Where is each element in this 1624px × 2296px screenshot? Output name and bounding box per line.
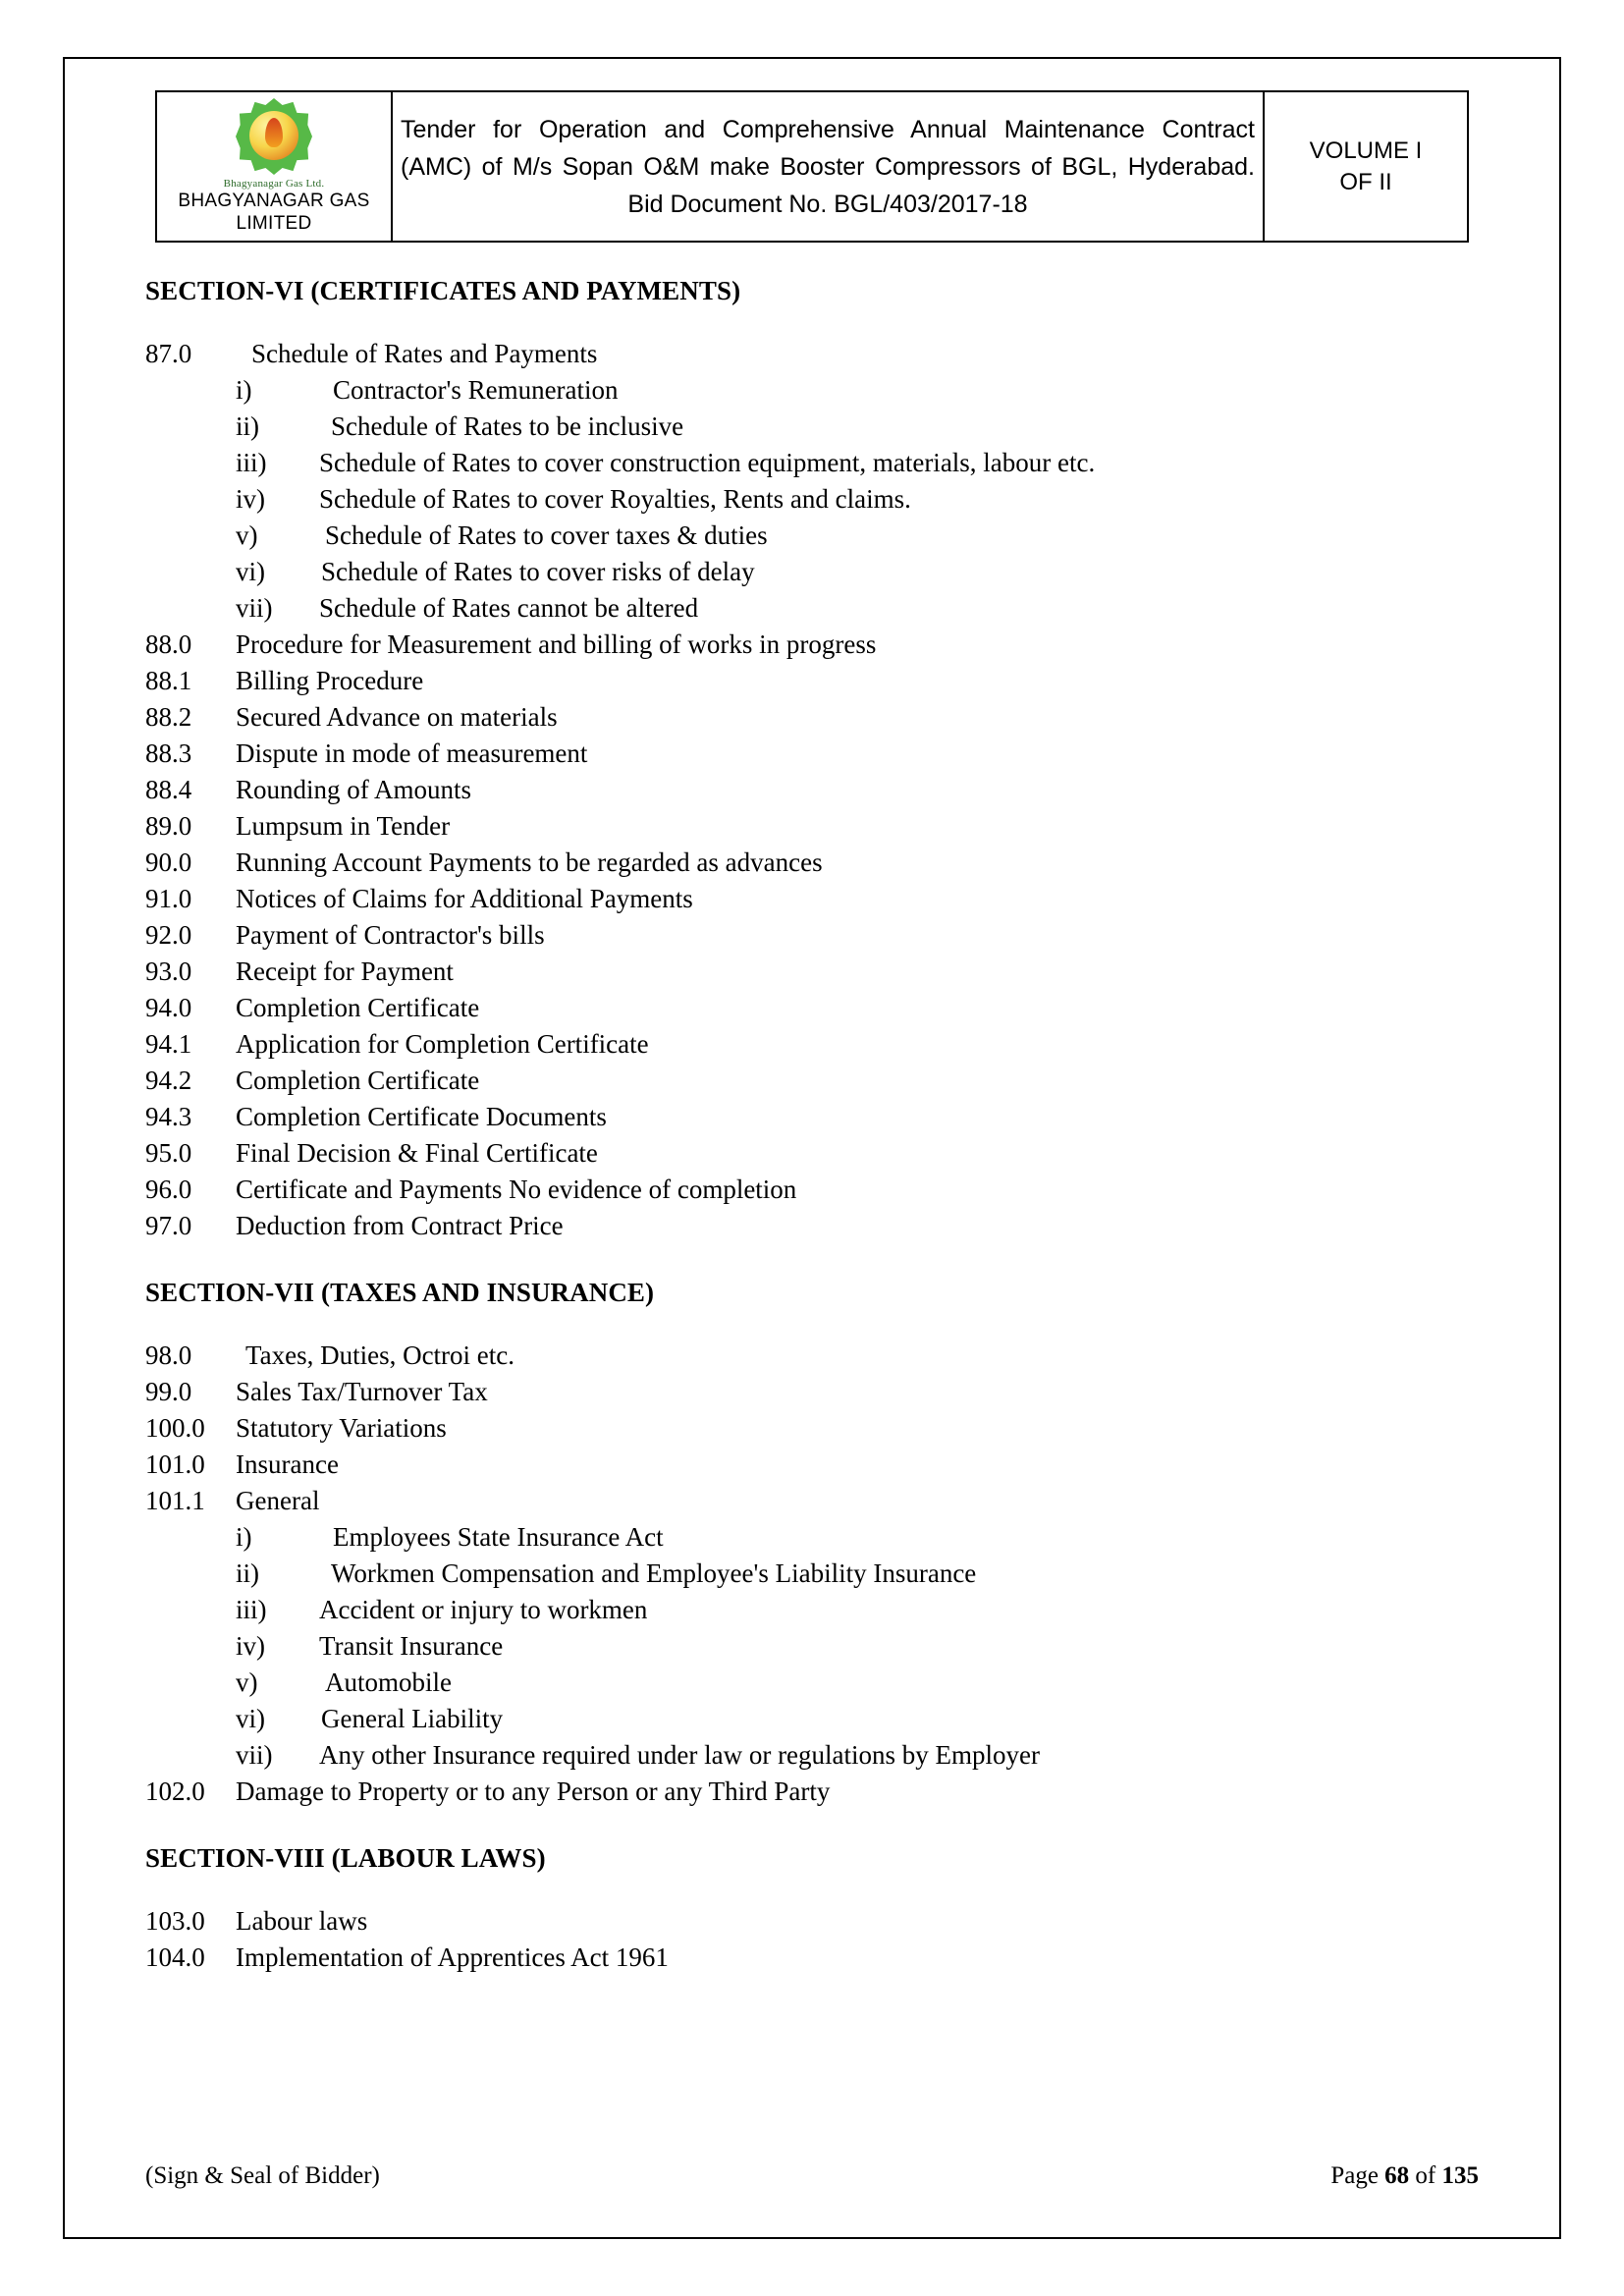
bgl-gas-flame-icon (236, 98, 312, 175)
clause-text: Damage to Property or to any Person or any Third Party (236, 1777, 831, 1806)
volume-line2: OF II (1339, 168, 1392, 195)
sub-item-row (145, 1519, 1479, 1556)
clause-row (145, 336, 1479, 372)
clause-text: Certificate and Payments No evidence of completion (236, 1175, 797, 1204)
clause-number: 90.0 (145, 847, 192, 877)
sub-item-number: i) (236, 1522, 252, 1552)
sub-item-row (145, 1665, 1479, 1701)
sub-item-number: ii) (236, 411, 259, 441)
clause-text: Application for Completion Certificate (236, 1029, 649, 1059)
tender-title: Tender for Operation and Comprehensive Annual Maintenance Contract (AMC) of M/s Sopan O&M make Booster Compressors of BGL, Hyderabad. (401, 115, 1255, 181)
logo-caption: Bhagyanagar Gas Ltd. (223, 178, 325, 190)
sub-item-text: Schedule of Rates cannot be altered (319, 593, 699, 623)
clause-row (145, 1208, 1479, 1244)
clause-text: Payment of Contractor's bills (236, 920, 545, 950)
clause-row (145, 1026, 1479, 1063)
clause-row (145, 1135, 1479, 1172)
header-volume-cell (1264, 91, 1468, 242)
clause-row (145, 772, 1479, 808)
clause-text: Statutory Variations (236, 1413, 447, 1443)
sub-item-text: Schedule of Rates to be inclusive (331, 411, 684, 441)
volume-line1: VOLUME I (1309, 137, 1423, 164)
clause-row (145, 990, 1479, 1026)
clause-number: 99.0 (145, 1377, 192, 1406)
clause-number: 88.1 (145, 666, 192, 695)
sub-item-text: Transit Insurance (319, 1631, 504, 1661)
sub-item-number: vi) (236, 1704, 265, 1733)
document-header-table (155, 90, 1469, 243)
clause-text: Implementation of Apprentices Act 1961 (236, 1942, 669, 1972)
sub-item-text: Schedule of Rates to cover Royalties, Rents and claims. (319, 484, 911, 514)
footer-page-total: 135 (1441, 2162, 1479, 2189)
clause-row (145, 954, 1479, 990)
sub-item-text: Employees State Insurance Act (333, 1522, 664, 1552)
footer-page-current: 68 (1384, 2162, 1410, 2189)
sub-item-number: vii) (236, 593, 273, 623)
sub-item-row (145, 1628, 1479, 1665)
clause-row (145, 663, 1479, 699)
sub-item-row (145, 1701, 1479, 1737)
footer-page-mid: of (1409, 2162, 1442, 2189)
sub-item-row (145, 518, 1479, 554)
clause-number: 94.3 (145, 1102, 192, 1131)
header-title-cell (392, 91, 1264, 242)
footer-page-prefix: Page (1330, 2162, 1385, 2189)
sub-item-number: v) (236, 1667, 258, 1697)
clause-number: 104.0 (145, 1942, 205, 1972)
clause-row (145, 1483, 1479, 1519)
clause-row (145, 699, 1479, 736)
sub-item-text: Schedule of Rates to cover risks of delay (321, 557, 755, 586)
sub-item-row (145, 445, 1479, 481)
clause-row (145, 1338, 1479, 1374)
sub-item-text: Automobile (325, 1667, 452, 1697)
sub-item-number: iv) (236, 484, 265, 514)
clause-row (145, 1940, 1479, 1976)
sub-item-text: Accident or injury to workmen (319, 1595, 648, 1624)
clause-text: Secured Advance on materials (236, 702, 558, 732)
clause-list-section-vii (145, 1338, 1479, 1810)
clause-text: Receipt for Payment (236, 957, 454, 986)
clause-number: 96.0 (145, 1175, 192, 1204)
section-heading: SECTION-VII (TAXES AND INSURANCE) (145, 1278, 655, 1307)
clause-text: Billing Procedure (236, 666, 424, 695)
sub-item-text: Any other Insurance required under law or regulations by Employer (319, 1740, 1041, 1770)
clause-number: 91.0 (145, 884, 192, 913)
sub-item-text: Schedule of Rates to cover construction equipment, materials, labour etc. (319, 448, 1096, 477)
sub-item-number: vi) (236, 557, 265, 586)
clause-number: 92.0 (145, 920, 192, 950)
clause-text: Labour laws (236, 1906, 368, 1936)
clause-number: 88.2 (145, 702, 192, 732)
footer-sign-seal: (Sign & Seal of Bidder) (145, 2162, 380, 2189)
sub-item-text: Contractor's Remuneration (333, 375, 619, 405)
clause-number: 101.1 (145, 1486, 205, 1515)
sub-item-number: iii) (236, 448, 267, 477)
clause-number: 101.0 (145, 1449, 205, 1479)
sub-item-row (145, 1592, 1479, 1628)
clause-row (145, 1774, 1479, 1810)
clause-row (145, 808, 1479, 845)
clause-text: Procedure for Measurement and billing of works in progress (236, 629, 877, 659)
sub-item-row (145, 409, 1479, 445)
clause-text: Completion Certificate (236, 993, 480, 1022)
clause-number: 87.0 (145, 339, 192, 368)
clause-row (145, 1172, 1479, 1208)
clause-number: 88.0 (145, 629, 192, 659)
clause-row (145, 1447, 1479, 1483)
sub-item-number: i) (236, 375, 252, 405)
sub-item-number: iv) (236, 1631, 265, 1661)
clause-row (145, 1903, 1479, 1940)
clause-number: 95.0 (145, 1138, 192, 1168)
clause-text: General (236, 1486, 320, 1515)
header-row (156, 91, 1468, 242)
sub-item-number: v) (236, 520, 258, 550)
sub-item-text: Workmen Compensation and Employee's Liability Insurance (331, 1558, 977, 1588)
clause-list-section-vi (145, 336, 1479, 1244)
clause-row (145, 1374, 1479, 1410)
sub-item-number: vii) (236, 1740, 273, 1770)
sub-item-row (145, 590, 1479, 627)
section-heading: SECTION-VI (CERTIFICATES AND PAYMENTS) (145, 276, 741, 305)
section-heading: SECTION-VIII (LABOUR LAWS) (145, 1843, 546, 1873)
company-name-line1: BHAGYANAGAR GAS (178, 191, 370, 211)
sub-item-text: General Liability (321, 1704, 504, 1733)
clause-number: 98.0 (145, 1340, 192, 1370)
clause-row (145, 736, 1479, 772)
clause-text: Sales Tax/Turnover Tax (236, 1377, 488, 1406)
clause-row (145, 845, 1479, 881)
page-footer (145, 2162, 1479, 2190)
clause-row (145, 1410, 1479, 1447)
sub-item-number: iii) (236, 1595, 267, 1624)
clause-text: Insurance (236, 1449, 339, 1479)
sub-item-text: Schedule of Rates to cover taxes & duties (325, 520, 768, 550)
clause-number: 94.1 (145, 1029, 192, 1059)
clause-text: Completion Certificate (236, 1066, 480, 1095)
clause-number: 102.0 (145, 1777, 205, 1806)
clause-row (145, 881, 1479, 917)
clause-row (145, 627, 1479, 663)
sub-item-row (145, 554, 1479, 590)
company-name-line2: LIMITED (236, 213, 312, 234)
sub-item-row (145, 372, 1479, 409)
clause-text: Notices of Claims for Additional Payments (236, 884, 693, 913)
clause-text: Schedule of Rates and Payments (251, 339, 598, 368)
footer-page-number (1330, 2162, 1479, 2190)
sub-item-row (145, 1556, 1479, 1592)
clause-number: 100.0 (145, 1413, 205, 1443)
clause-number: 89.0 (145, 811, 192, 841)
sub-item-row (145, 1737, 1479, 1774)
clause-number: 94.0 (145, 993, 192, 1022)
page-content (69, 63, 1555, 1976)
clause-row (145, 1099, 1479, 1135)
clause-number: 103.0 (145, 1906, 205, 1936)
clause-text: Lumpsum in Tender (236, 811, 451, 841)
bid-document-number: Bid Document No. BGL/403/2017-18 (627, 190, 1028, 218)
clause-row (145, 1063, 1479, 1099)
clause-number: 97.0 (145, 1211, 192, 1240)
sub-item-row (145, 481, 1479, 518)
clause-number: 93.0 (145, 957, 192, 986)
clause-text: Taxes, Duties, Octroi etc. (245, 1340, 515, 1370)
clause-text: Deduction from Contract Price (236, 1211, 564, 1240)
clause-text: Dispute in mode of measurement (236, 738, 588, 768)
header-logo-cell (156, 91, 392, 242)
clause-number: 88.4 (145, 775, 192, 804)
clause-text: Final Decision & Final Certificate (236, 1138, 598, 1168)
clause-text: Completion Certificate Documents (236, 1102, 607, 1131)
sub-item-number: ii) (236, 1558, 259, 1588)
clause-list-section-viii (145, 1903, 1479, 1976)
clause-number: 94.2 (145, 1066, 192, 1095)
clause-text: Rounding of Amounts (236, 775, 472, 804)
clause-row (145, 917, 1479, 954)
clause-number: 88.3 (145, 738, 192, 768)
clause-text: Running Account Payments to be regarded as advances (236, 847, 823, 877)
